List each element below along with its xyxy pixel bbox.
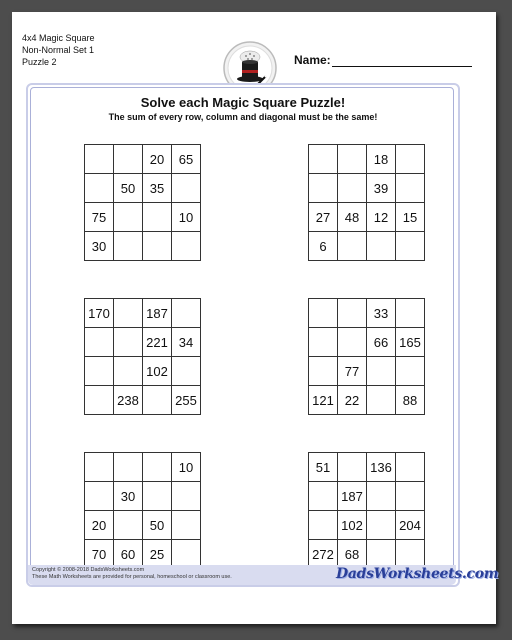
- grid-cell[interactable]: [143, 386, 172, 415]
- grid-cell[interactable]: 66: [367, 328, 396, 357]
- grid-cell[interactable]: [396, 174, 425, 203]
- grid-cell[interactable]: 25: [143, 540, 172, 569]
- grid-cell[interactable]: 6: [309, 232, 338, 261]
- grid-cell[interactable]: [367, 386, 396, 415]
- grid-cell[interactable]: [85, 357, 114, 386]
- grid-cell[interactable]: 39: [367, 174, 396, 203]
- grid-cell[interactable]: [114, 203, 143, 232]
- grid-cell[interactable]: [114, 299, 143, 328]
- grid-cell[interactable]: 68: [338, 540, 367, 569]
- grid-cell[interactable]: 30: [85, 232, 114, 261]
- grid-cell[interactable]: [85, 328, 114, 357]
- grid-cell[interactable]: 187: [143, 299, 172, 328]
- grid-cell[interactable]: [85, 386, 114, 415]
- grid-cell[interactable]: [172, 174, 201, 203]
- grid-cell[interactable]: 204: [396, 511, 425, 540]
- grid-cell[interactable]: 170: [85, 299, 114, 328]
- grid-cell[interactable]: [396, 145, 425, 174]
- grid-cell[interactable]: 60: [114, 540, 143, 569]
- grid-cell[interactable]: [338, 328, 367, 357]
- grid-cell[interactable]: 136: [367, 453, 396, 482]
- grid-cell[interactable]: [114, 511, 143, 540]
- grid-cell[interactable]: 20: [85, 511, 114, 540]
- grid-cell[interactable]: [309, 511, 338, 540]
- grid-cell[interactable]: [114, 328, 143, 357]
- grid-cell[interactable]: 22: [338, 386, 367, 415]
- grid-cell[interactable]: [172, 482, 201, 511]
- grid-cell[interactable]: 35: [143, 174, 172, 203]
- magic-square-4: [308, 298, 425, 415]
- grid-cell[interactable]: [396, 299, 425, 328]
- grid-cell[interactable]: [85, 145, 114, 174]
- grid-cell[interactable]: 10: [172, 203, 201, 232]
- grid-cell[interactable]: 102: [143, 357, 172, 386]
- grid-cell[interactable]: 238: [114, 386, 143, 415]
- grid-cell[interactable]: [172, 511, 201, 540]
- grid-cell[interactable]: [309, 174, 338, 203]
- grid-cell[interactable]: [367, 232, 396, 261]
- grid-cell[interactable]: [85, 453, 114, 482]
- worksheet-puzzle-number: Puzzle 2: [22, 57, 57, 67]
- footer-text: [32, 567, 232, 581]
- grid-cell[interactable]: 102: [338, 511, 367, 540]
- grid-cell[interactable]: [367, 511, 396, 540]
- grid-cell[interactable]: 48: [338, 203, 367, 232]
- grid-cell[interactable]: 30: [114, 482, 143, 511]
- dadsworksheets-logo: DadsWorksheets.com: [336, 566, 499, 582]
- grid-cell[interactable]: [338, 174, 367, 203]
- grid-cell[interactable]: [309, 357, 338, 386]
- usage-text: These Math Worksheets are provided for personal, homeschool or classroom use.: [32, 574, 232, 580]
- grid-cell[interactable]: [143, 232, 172, 261]
- grid-cell[interactable]: [172, 232, 201, 261]
- magic-square-2: [308, 144, 425, 261]
- grid-cell[interactable]: 20: [143, 145, 172, 174]
- grid-cell[interactable]: [172, 299, 201, 328]
- grid-cell[interactable]: [338, 453, 367, 482]
- grid-cell[interactable]: 33: [367, 299, 396, 328]
- grid-cell[interactable]: [338, 232, 367, 261]
- name-label: Name:: [294, 53, 331, 67]
- grid-cell[interactable]: 65: [172, 145, 201, 174]
- grid-cell[interactable]: [367, 357, 396, 386]
- magic-square-1: [84, 144, 201, 261]
- grid-cell[interactable]: 187: [338, 482, 367, 511]
- grid-cell[interactable]: [114, 232, 143, 261]
- instructions-title: Solve each Magic Square Puzzle!: [140, 95, 346, 110]
- grid-cell[interactable]: 34: [172, 328, 201, 357]
- grid-cell[interactable]: [396, 482, 425, 511]
- grid-cell[interactable]: 255: [172, 386, 201, 415]
- grid-cell[interactable]: 12: [367, 203, 396, 232]
- worksheet-title: 4x4 Magic Square: [22, 33, 95, 43]
- grid-cell[interactable]: [85, 482, 114, 511]
- grid-cell[interactable]: 165: [396, 328, 425, 357]
- grid-cell[interactable]: 50: [143, 511, 172, 540]
- grid-cell[interactable]: [114, 357, 143, 386]
- grid-cell[interactable]: [367, 482, 396, 511]
- grid-cell[interactable]: 15: [396, 203, 425, 232]
- magic-square-5: [84, 452, 201, 569]
- grid-cell[interactable]: 10: [172, 453, 201, 482]
- grid-cell[interactable]: [309, 145, 338, 174]
- grid-cell[interactable]: 88: [396, 386, 425, 415]
- grid-cell[interactable]: [338, 145, 367, 174]
- grid-cell[interactable]: 75: [85, 203, 114, 232]
- grid-cell[interactable]: [396, 357, 425, 386]
- grid-cell[interactable]: 70: [85, 540, 114, 569]
- grid-cell[interactable]: 51: [309, 453, 338, 482]
- grid-cell[interactable]: [172, 357, 201, 386]
- grid-cell[interactable]: [396, 232, 425, 261]
- worksheet-set: Non-Normal Set 1: [22, 45, 95, 55]
- instructions-subtitle: The sum of every row, column and diagonal must be the same!: [108, 112, 378, 122]
- grid-cell[interactable]: 121: [309, 386, 338, 415]
- grid-cell[interactable]: 77: [338, 357, 367, 386]
- grid-cell[interactable]: [114, 453, 143, 482]
- grid-cell[interactable]: 27: [309, 203, 338, 232]
- grid-cell[interactable]: 18: [367, 145, 396, 174]
- grid-cell[interactable]: [114, 145, 143, 174]
- name-line: [332, 66, 472, 67]
- grid-cell[interactable]: [143, 482, 172, 511]
- magic-square-6: [308, 452, 425, 569]
- grid-cell[interactable]: [309, 328, 338, 357]
- grid-cell[interactable]: [338, 299, 367, 328]
- grid-cell[interactable]: 50: [114, 174, 143, 203]
- grid-cell[interactable]: 221: [143, 328, 172, 357]
- magic-square-3: [84, 298, 201, 415]
- grid-cell[interactable]: [396, 453, 425, 482]
- grid-cell[interactable]: [309, 299, 338, 328]
- worksheet-info: [22, 32, 95, 68]
- grid-cell[interactable]: [143, 453, 172, 482]
- grid-cell[interactable]: [85, 174, 114, 203]
- grid-cell[interactable]: 272: [309, 540, 338, 569]
- grid-cell[interactable]: [309, 482, 338, 511]
- copyright-text: Copyright © 2008-2018 DadsWorksheets.com: [32, 567, 145, 573]
- grid-cell[interactable]: [143, 203, 172, 232]
